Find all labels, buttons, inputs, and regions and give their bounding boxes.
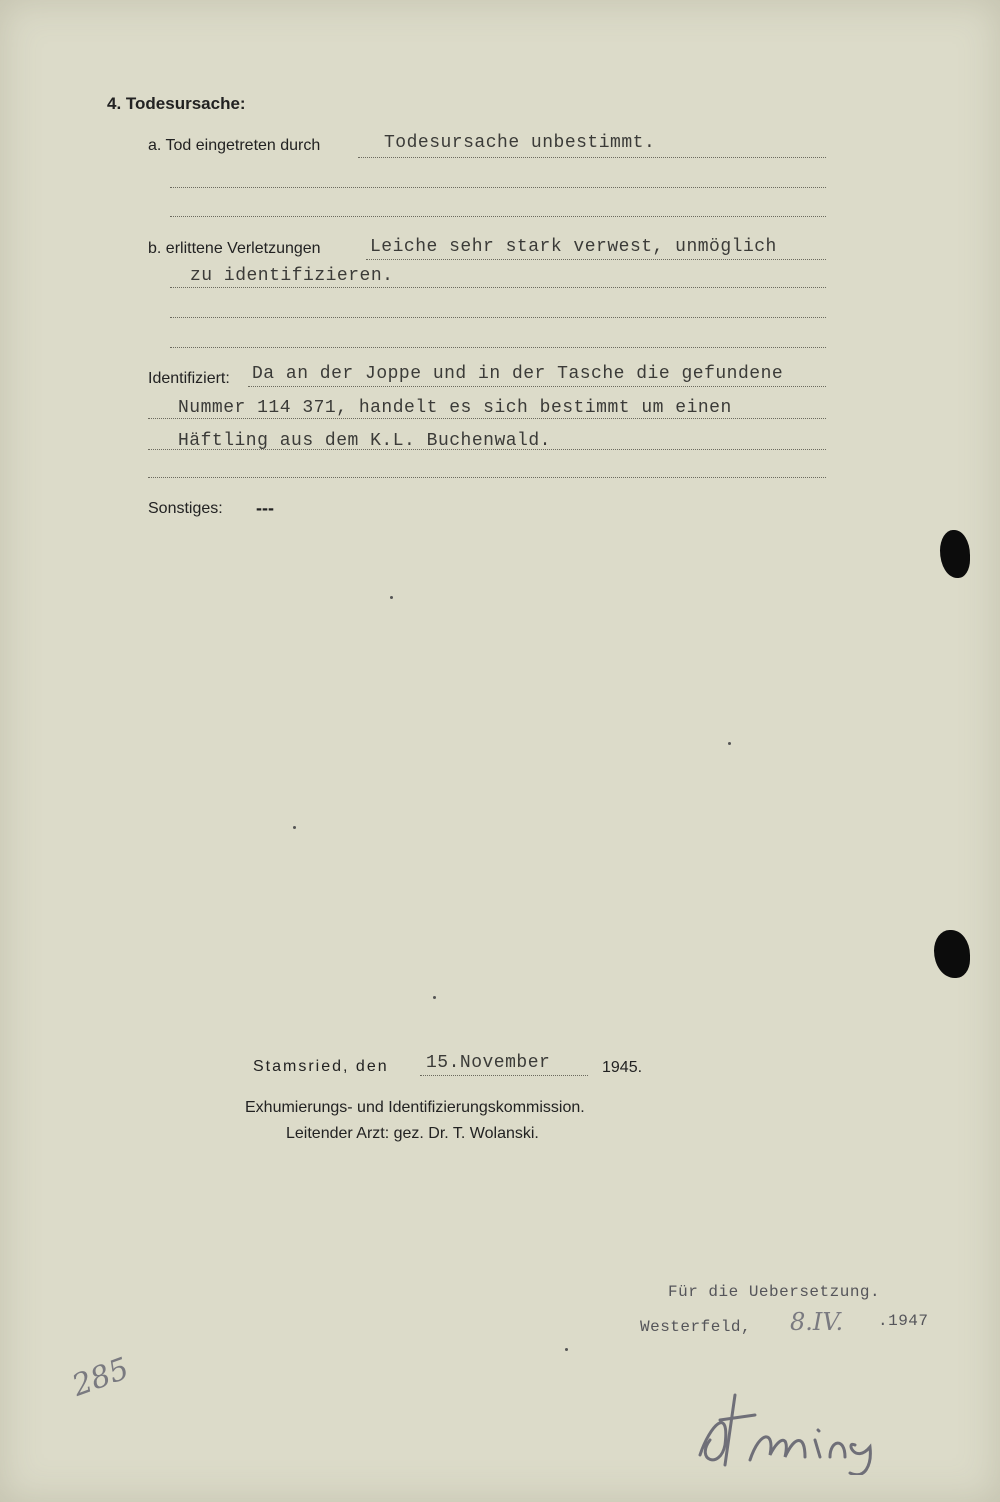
punch-hole-mark xyxy=(934,930,970,978)
paper-speck xyxy=(565,1348,568,1351)
doctor-line: Leitender Arzt: gez. Dr. T. Wolanski. xyxy=(286,1125,539,1142)
value-identified-line2: Nummer 114 371, handelt es sich bestimmt um einen xyxy=(178,398,732,418)
dotted-line xyxy=(148,449,826,450)
dotted-line xyxy=(170,347,826,348)
paper-speck xyxy=(728,742,731,745)
dotted-line xyxy=(420,1075,588,1076)
label-identified: Identifiziert: xyxy=(148,370,230,387)
value-other: --- xyxy=(256,498,274,518)
dotted-line xyxy=(366,259,826,260)
year: 1945. xyxy=(602,1059,643,1076)
value-injuries-line2: zu identifizieren. xyxy=(190,266,394,286)
dotted-line xyxy=(248,386,826,387)
value-cause-of-death: Todesursache unbestimmt. xyxy=(384,133,656,153)
paper-speck xyxy=(433,996,436,999)
label-other: Sonstiges: xyxy=(148,500,223,517)
translation-stamp-place: Westerfeld, xyxy=(640,1318,752,1336)
value-identified-line1: Da an der Joppe und in der Tasche die gefundene xyxy=(252,364,784,384)
dotted-line xyxy=(148,418,826,419)
handwritten-page-number: 285 xyxy=(67,1351,134,1404)
paper-speck xyxy=(293,826,296,829)
commission-title: Exhumierungs- und Identifizierungskommission. xyxy=(245,1099,585,1116)
value-identified-line3: Häftling aus dem K.L. Buchenwald. xyxy=(178,431,551,451)
dotted-line xyxy=(170,216,826,217)
label-cause-of-death: a. Tod eingetreten durch xyxy=(148,137,321,154)
dotted-line xyxy=(148,477,826,478)
translation-stamp-year: .1947 xyxy=(878,1312,929,1330)
place-label: Stamsried, den xyxy=(253,1058,389,1075)
translation-stamp-date: 8.IV. xyxy=(790,1308,844,1336)
dotted-line xyxy=(358,157,826,158)
translation-stamp-line1: Für die Uebersetzung. xyxy=(668,1283,881,1301)
punch-hole-mark xyxy=(940,530,970,578)
paper-speck xyxy=(390,596,393,599)
date-typed: 15.November xyxy=(426,1053,551,1073)
value-injuries-line1: Leiche sehr stark verwest, unmöglich xyxy=(370,237,777,257)
dotted-line xyxy=(170,317,826,318)
section-heading: 4. Todesursache: xyxy=(107,94,246,113)
dotted-line xyxy=(170,187,826,188)
dotted-line xyxy=(170,287,826,288)
label-injuries: b. erlittene Verletzungen xyxy=(148,240,321,257)
handwritten-signature xyxy=(680,1385,920,1475)
